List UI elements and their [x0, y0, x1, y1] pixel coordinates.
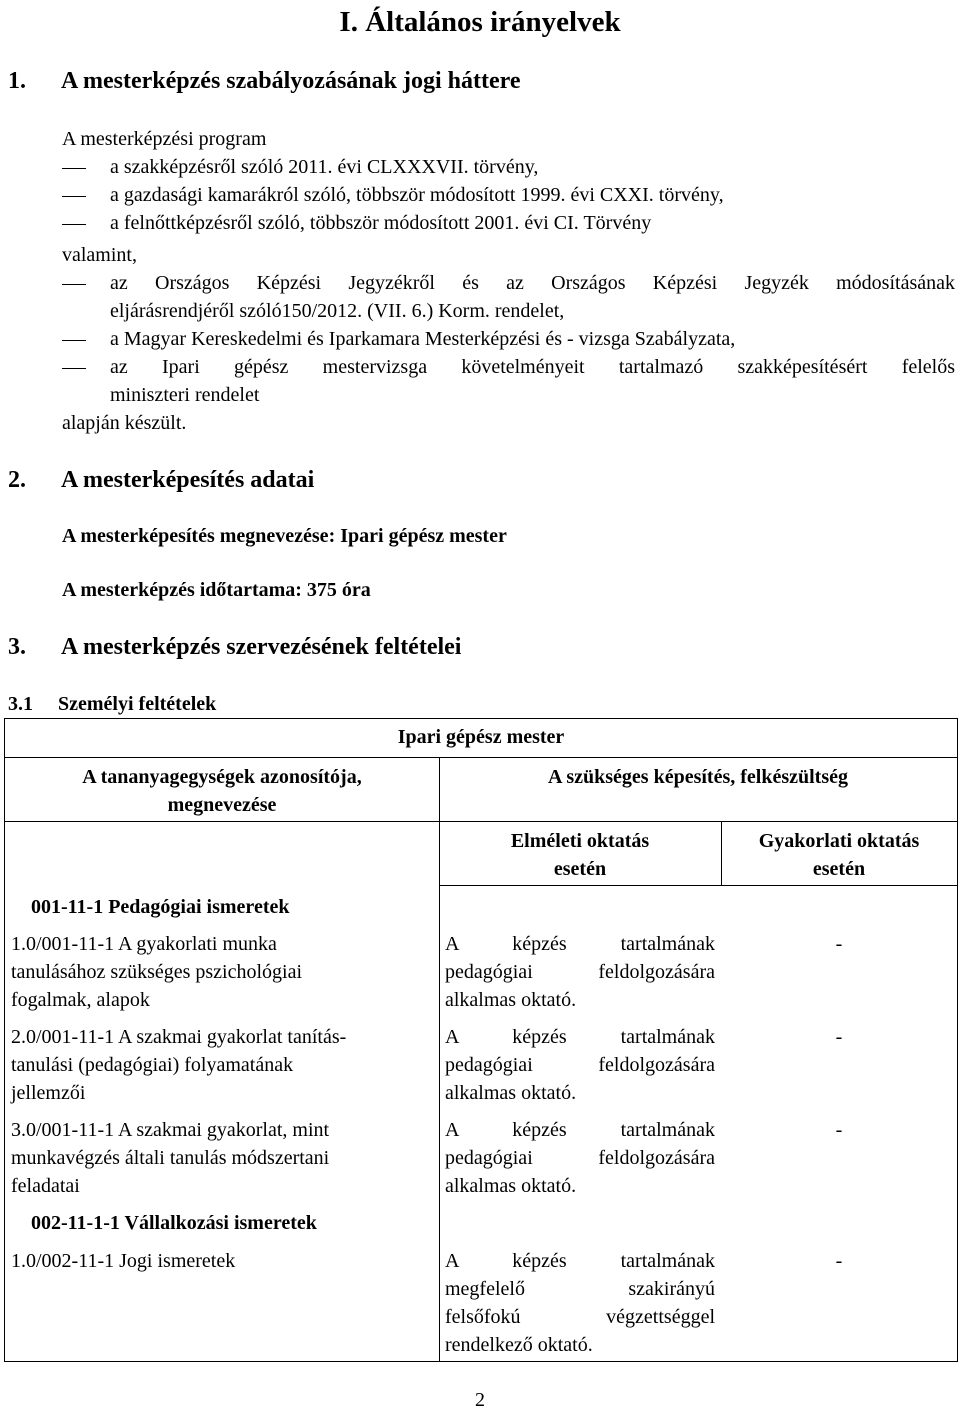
theory-cell: [445, 1247, 715, 1359]
practice-cell: -: [835, 933, 843, 955]
unit-line: tanulási (pedagógiai) folyamatának: [11, 1054, 294, 1076]
dash-bullet: [62, 196, 86, 197]
regulation-item-line1: az Országos Képzési Jegyzékről és az Országos Képzési Jegyzék módosításának: [110, 272, 955, 294]
section-3-heading: [8, 632, 461, 662]
subsection-title: Személyi feltételek: [58, 693, 217, 715]
training-duration: A mesterképzés időtartama: 375 óra: [62, 579, 371, 601]
unit-column-header: [5, 763, 439, 819]
practice-cell: -: [835, 1026, 843, 1048]
theory-cell: [445, 1116, 715, 1200]
unit-cell: [11, 1247, 431, 1275]
dash-bullet: [62, 368, 86, 369]
table-rule: [439, 885, 957, 886]
header-line: esetén: [812, 858, 866, 880]
header-line: Gyakorlati oktatás: [758, 830, 920, 852]
page-number: 2: [475, 1389, 485, 1411]
theory-header: [439, 827, 721, 883]
theory-line: alkalmas oktató.: [445, 989, 577, 1011]
section-1-number: 1.: [8, 68, 26, 94]
theory-line: A képzés tartalmának: [445, 1250, 715, 1272]
section-2-heading: [8, 465, 314, 495]
header-line: megnevezése: [167, 794, 277, 816]
table-title: Ipari gépész mester: [397, 726, 565, 748]
theory-line: megfelelő szakirányú: [445, 1278, 715, 1300]
table-rule: [439, 757, 957, 758]
unit-group-heading: 002-11-1-1 Vállalkozási ismeretek: [31, 1212, 317, 1234]
dash-bullet: [62, 340, 86, 341]
page-title: I. Általános irányelvek: [339, 6, 621, 38]
dash-bullet: [62, 224, 86, 225]
theory-line: pedagógiai feldolgozására: [445, 1147, 715, 1169]
unit-line: 1.0/001-11-1 A gyakorlati munka: [11, 933, 277, 955]
header-line: esetén: [553, 858, 607, 880]
unit-line: 2.0/001-11-1 A szakmai gyakorlat tanítás-: [11, 1026, 347, 1048]
theory-line: A képzés tartalmának: [445, 1119, 715, 1141]
theory-line: alkalmas oktató.: [445, 1082, 577, 1104]
section-3-title: A mesterképzés szervezésének feltételei: [61, 634, 462, 660]
theory-line: rendelkező oktató.: [445, 1334, 593, 1356]
unit-line: munkavégzés általi tanulás módszertani: [11, 1147, 330, 1169]
regulation-item-line1: az Ipari gépész mestervizsga követelményeit tartalmazó szakképesítésért felelős: [110, 356, 955, 378]
closing-text: alapján készült.: [62, 412, 187, 434]
staff-requirements-table: [4, 718, 958, 1362]
theory-line: alkalmas oktató.: [445, 1175, 577, 1197]
theory-line: felsőfokú végzettséggel: [445, 1306, 715, 1328]
unit-group-heading: 001-11-1 Pedagógiai ismeretek: [31, 896, 290, 918]
valamint-text: valamint,: [62, 244, 137, 266]
theory-cell: [445, 930, 715, 1014]
subsection-number: 3.1: [8, 693, 33, 715]
unit-line: fogalmak, alapok: [11, 989, 150, 1011]
unit-line: 1.0/002-11-1 Jogi ismeretek: [11, 1250, 236, 1272]
unit-cell: [11, 930, 431, 1014]
header-line: Elméleti oktatás: [510, 830, 650, 852]
unit-cell: [11, 1116, 431, 1200]
regulation-item-line2: miniszteri rendelet: [110, 384, 260, 406]
dash-bullet: [62, 284, 86, 285]
regulation-item-line1: a Magyar Kereskedelmi és Iparkamara Mesterképzési és - vizsga Szabályzata,: [110, 328, 736, 350]
qualification-name: A mesterképesítés megnevezése: Ipari gépész mester: [62, 525, 507, 547]
section-1-heading: [8, 66, 521, 96]
dash-bullet: [62, 168, 86, 169]
subsection-3-1-heading: [8, 690, 216, 718]
theory-cell: [445, 1023, 715, 1107]
section-2-title: A mesterképesítés adatai: [61, 467, 315, 493]
theory-line: pedagógiai feldolgozására: [445, 961, 715, 983]
table-rule: [5, 821, 957, 822]
section-3-number: 3.: [8, 634, 26, 660]
law-item: a gazdasági kamarákról szóló, többször módosított 1999. évi CXXI. törvény,: [110, 184, 724, 206]
program-intro: A mesterképzési program: [62, 128, 267, 150]
practice-cell: -: [835, 1250, 843, 1272]
law-item: a felnőttképzésről szóló, többször módosított 2001. évi CI. Törvény: [110, 212, 652, 234]
requirements-header: A szükséges képesítés, felkészültség: [548, 766, 848, 788]
theory-line: A képzés tartalmának: [445, 1026, 715, 1048]
unit-cell: [11, 1023, 431, 1107]
theory-line: pedagógiai feldolgozására: [445, 1054, 715, 1076]
unit-line: jellemzői: [11, 1082, 86, 1104]
unit-line: feladatai: [11, 1175, 80, 1197]
practice-cell: -: [835, 1119, 843, 1141]
section-1-title: A mesterképzés szabályozásának jogi háttere: [61, 68, 521, 94]
unit-line: tanulásához szükséges pszichológiai: [11, 961, 303, 983]
section-2-number: 2.: [8, 467, 26, 493]
theory-line: A képzés tartalmának: [445, 933, 715, 955]
regulation-item-line2: eljárásrendjéről szóló150/2012. (VII. 6.) Korm. rendelet,: [110, 300, 565, 322]
unit-line: 3.0/001-11-1 A szakmai gyakorlat, mint: [11, 1119, 330, 1141]
law-item: a szakképzésről szóló 2011. évi CLXXXVII. törvény,: [110, 156, 539, 178]
practice-header: [721, 827, 957, 883]
header-line: A tananyagegységek azonosítója,: [82, 766, 362, 788]
